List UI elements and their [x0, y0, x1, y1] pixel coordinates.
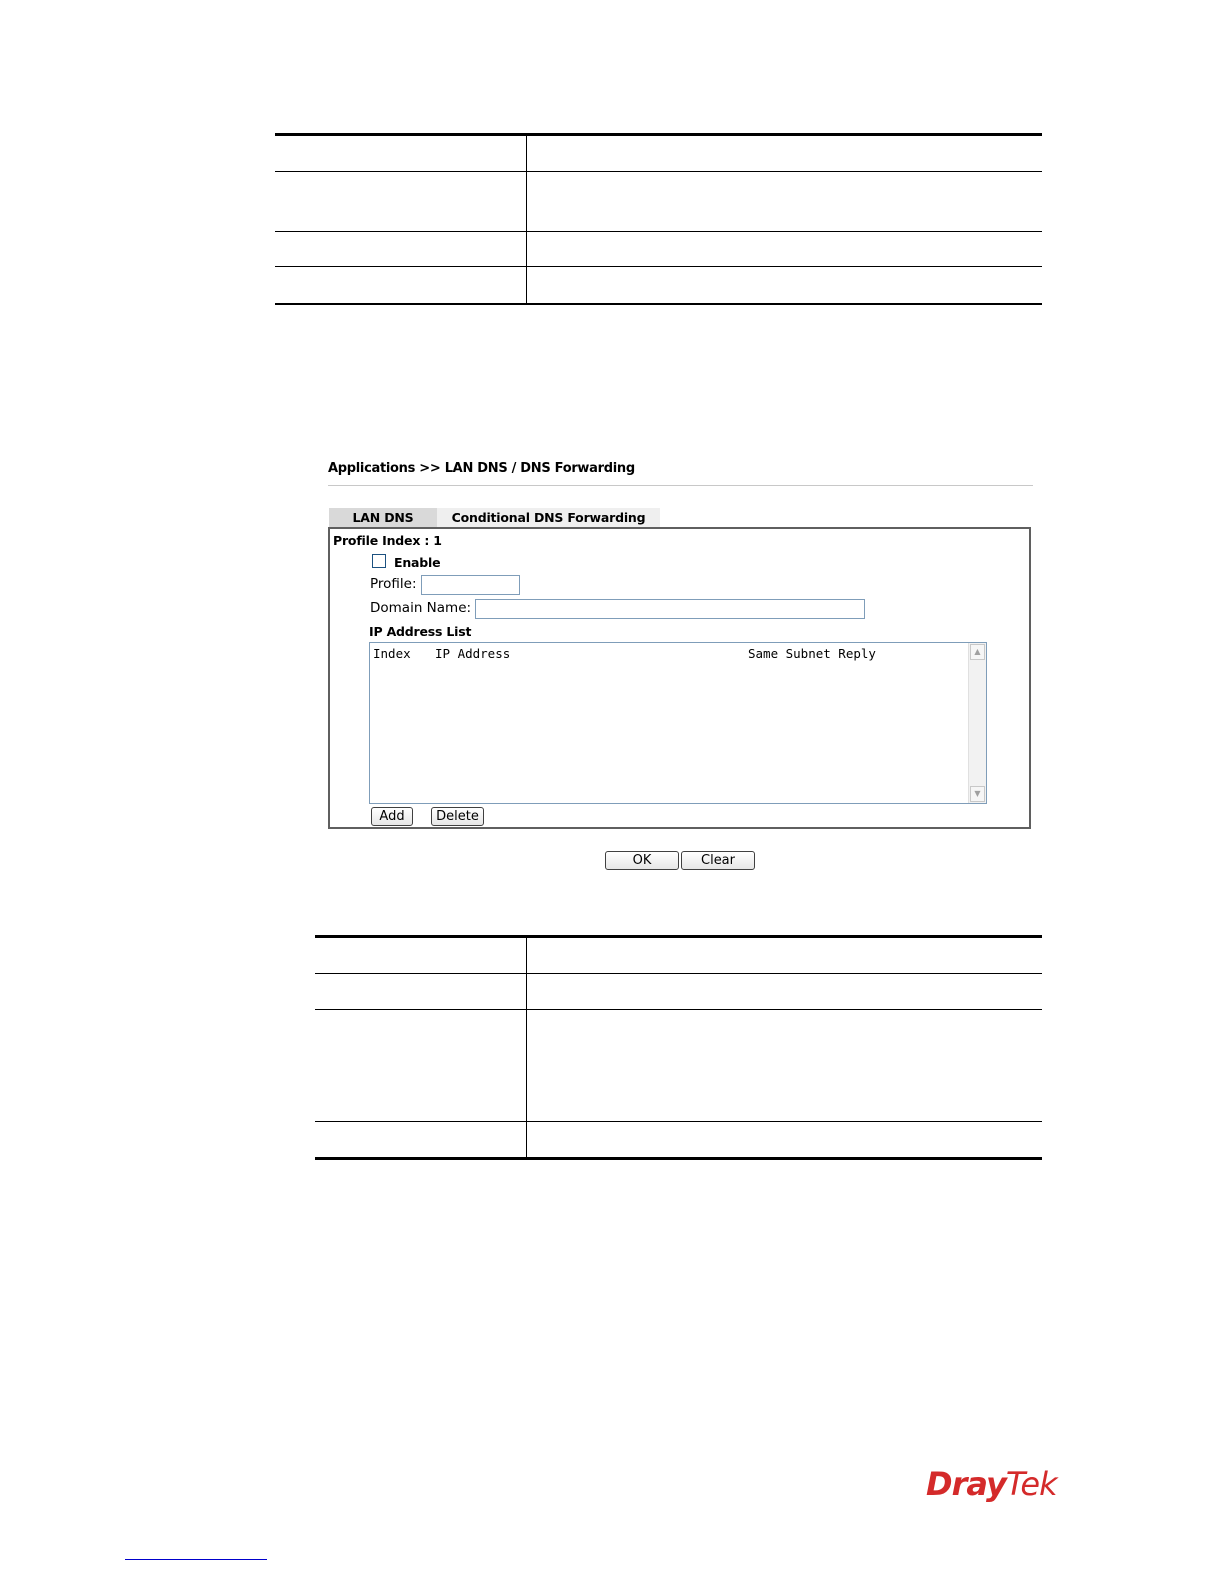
table-cell — [275, 135, 527, 172]
table-cell — [315, 1010, 527, 1122]
tab-bar — [329, 508, 660, 528]
lan-dns-panel — [328, 527, 1031, 829]
column-header-index: Index — [373, 646, 411, 661]
tab-conditional-dns-forwarding[interactable]: Conditional DNS Forwarding — [437, 508, 660, 528]
table-cell — [527, 172, 1043, 232]
table-cell — [527, 974, 1043, 1010]
table-row — [275, 172, 1042, 232]
profile-input[interactable] — [421, 575, 520, 595]
vertical-scrollbar[interactable] — [968, 643, 986, 803]
footer-rule — [125, 1559, 267, 1560]
table-row — [275, 267, 1042, 304]
tab-lan-dns[interactable]: LAN DNS — [329, 508, 437, 528]
table-cell — [527, 937, 1043, 974]
draytek-logo — [926, 1465, 1057, 1503]
table-cell — [275, 267, 527, 304]
table-row — [275, 135, 1042, 172]
domain-name-label: Domain Name: — [370, 600, 472, 616]
delete-button[interactable]: Delete — [431, 807, 484, 826]
scroll-down-icon[interactable]: ▼ — [970, 786, 985, 802]
ok-button[interactable]: OK — [605, 851, 679, 870]
table-row — [315, 974, 1042, 1010]
enable-label: Enable — [394, 555, 441, 570]
table-cell — [315, 937, 527, 974]
table-cell — [527, 1010, 1043, 1122]
table-row — [315, 1122, 1042, 1159]
table-cell — [275, 232, 527, 267]
title-divider — [328, 485, 1033, 486]
table-cell — [275, 172, 527, 232]
description-table-bottom — [315, 935, 1042, 1160]
enable-checkbox[interactable] — [372, 554, 386, 568]
table-cell — [315, 974, 527, 1010]
ip-address-list-title: IP Address List — [369, 624, 472, 639]
ip-address-listbox[interactable] — [369, 642, 987, 804]
description-table-top — [275, 133, 1042, 305]
profile-index-label: Profile Index : 1 — [333, 533, 442, 548]
table-cell — [527, 232, 1043, 267]
clear-button[interactable]: Clear — [681, 851, 755, 870]
lan-dns-screenshot — [328, 455, 1034, 885]
logo-text-dray: Dray — [926, 1465, 1006, 1503]
table-cell — [527, 135, 1043, 172]
table-cell — [527, 267, 1043, 304]
domain-name-input[interactable] — [475, 599, 865, 619]
scroll-up-icon[interactable]: ▲ — [970, 644, 985, 660]
column-header-ip-address: IP Address — [435, 646, 511, 661]
profile-label: Profile: — [370, 576, 417, 592]
table-cell — [527, 1122, 1043, 1159]
table-cell — [315, 1122, 527, 1159]
add-button[interactable]: Add — [371, 807, 413, 826]
breadcrumb: Applications >> LAN DNS / DNS Forwarding — [328, 461, 635, 476]
logo-text-tek: Tek — [1005, 1465, 1057, 1503]
column-header-same-subnet-reply: Same Subnet Reply — [748, 646, 876, 661]
table-row — [275, 232, 1042, 267]
table-row — [315, 1010, 1042, 1122]
table-row — [315, 937, 1042, 974]
